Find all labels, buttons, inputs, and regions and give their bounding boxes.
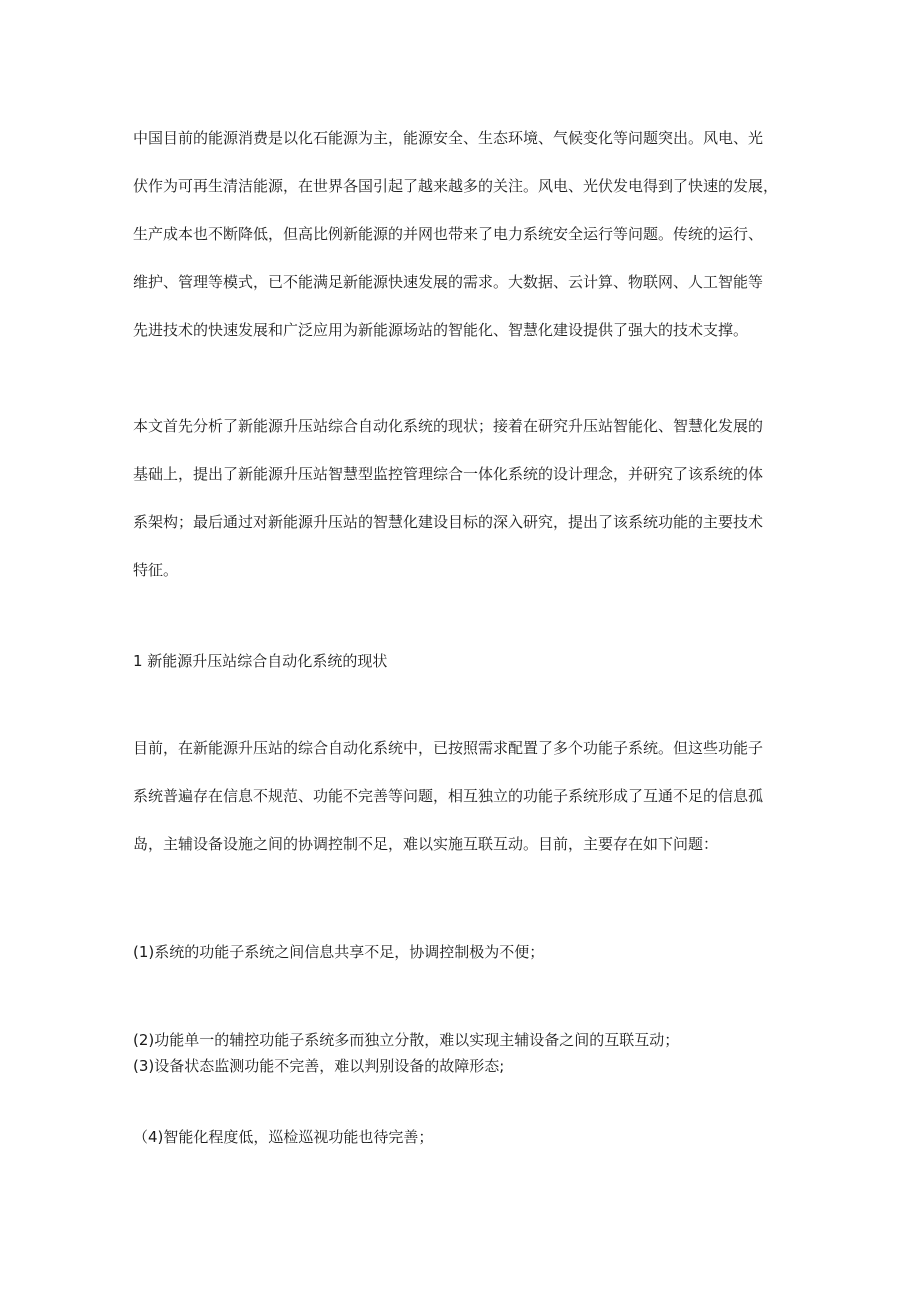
paragraph-line: 维护、管理等模式，已不能满足新能源快速发展的需求。大数据、云计算、物联网、人工智能等 bbox=[133, 273, 764, 291]
paragraph-line: 生产成本也不断降低，但高比例新能源的并网也带来了电力系统安全运行等问题。传统的运行、 bbox=[133, 225, 764, 243]
paragraph-line: 中国目前的能源消费是以化石能源为主，能源安全、生态环境、气候变化等问题突出。风电、光 bbox=[133, 129, 764, 147]
intro-paragraph bbox=[133, 114, 803, 354]
paragraph-line: 本文首先分析了新能源升压站综合自动化系统的现状；接着在研究升压站智能化、智慧化发展的 bbox=[133, 417, 764, 435]
paragraph-line: 系架构；最后通过对新能源升压站的智慧化建设目标的深入研究，提出了该系统功能的主要技术 bbox=[133, 513, 764, 531]
issue-list-item: （4)智能化程度低，巡检巡视功能也待完善； bbox=[133, 1128, 434, 1146]
issue-list-item: (3)设备状态监测功能不完善，难以判别设备的故障形态; bbox=[133, 1057, 505, 1075]
issue-list-group bbox=[133, 1027, 803, 1079]
paragraph-line: 目前，在新能源升压站的综合自动化系统中，已按照需求配置了多个功能子系统。但这些功能子 bbox=[133, 739, 764, 757]
paragraph-line: 基础上，提出了新能源升压站智慧型监控管理综合一体化系统的设计理念，并研究了该系统的体 bbox=[133, 465, 764, 483]
paragraph-line: 特征。 bbox=[133, 561, 179, 579]
paragraph-line: 伏作为可再生清洁能源，在世界各国引起了越来越多的关注。风电、光伏发电得到了快速的发展， bbox=[133, 177, 779, 195]
section-body-paragraph bbox=[133, 724, 803, 868]
section-heading: 1 新能源升压站综合自动化系统的现状 bbox=[133, 652, 388, 670]
paragraph-line: 先进技术的快速发展和广泛应用为新能源场站的智能化、智慧化建设提供了强大的技术支撑。 bbox=[133, 321, 749, 339]
paragraph-line: 岛，主辅设备设施之间的协调控制不足，难以实施互联互动。目前，主要存在如下问题： bbox=[133, 835, 719, 853]
issue-list-item: (1)系统的功能子系统之间信息共享不足，协调控制极为不便； bbox=[133, 943, 545, 961]
paragraph-line: 系统普遍存在信息不规范、功能不完善等问题，相互独立的功能子系统形成了互通不足的信息孤 bbox=[133, 787, 764, 805]
overview-paragraph bbox=[133, 402, 803, 594]
issue-list-item: (2)功能单一的辅控功能子系统多而独立分散，难以实现主辅设备之间的互联互动； bbox=[133, 1031, 680, 1049]
